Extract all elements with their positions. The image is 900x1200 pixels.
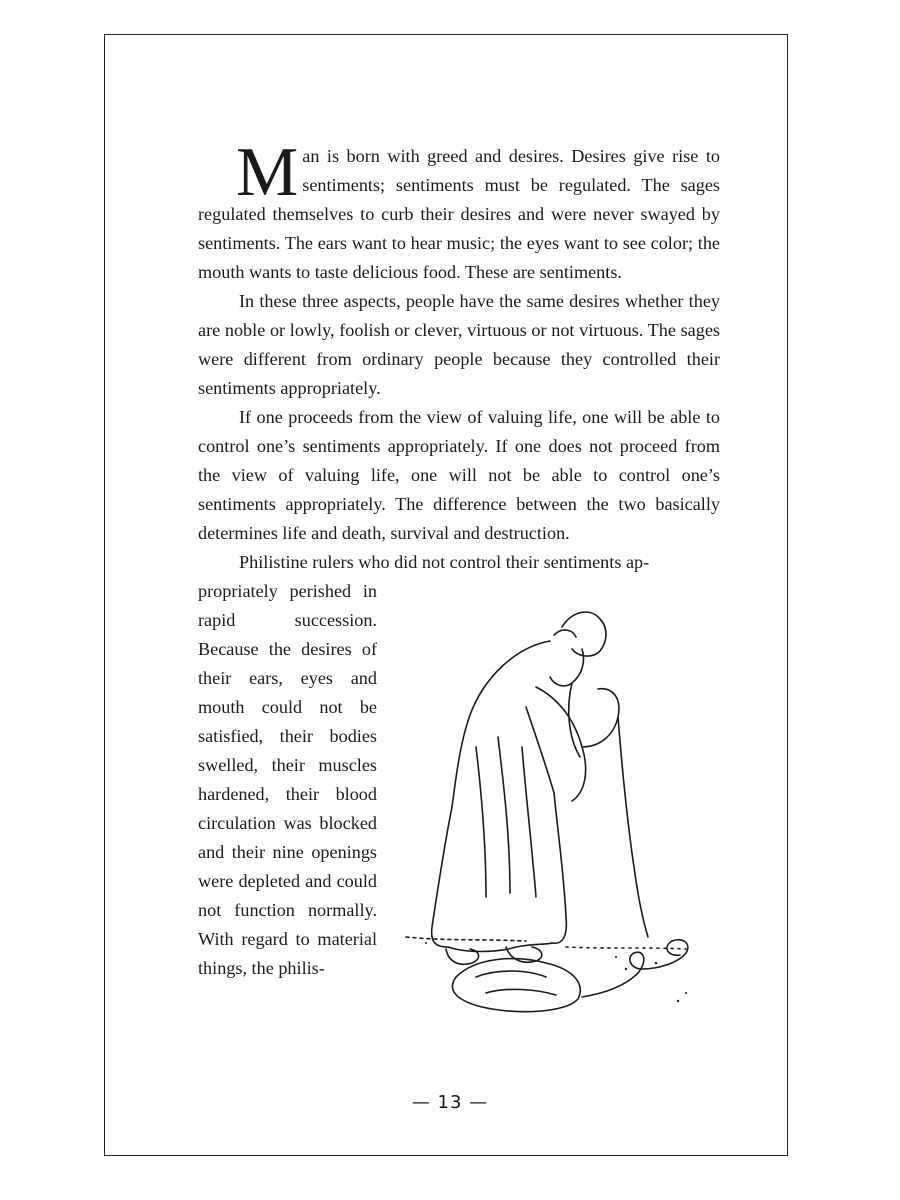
narrow-text-column	[198, 577, 377, 983]
page-number: — 13 —	[411, 1092, 489, 1113]
paragraph-4-continued: propriately perished in rapid succession. Because the desires of their ears, eyes and mouth could not be satisfied, their bodies swelled, their muscles hardened, their blood circulation was blocked and their nine openings were depleted and could not function normally. With regard to material things, the philis-	[198, 581, 377, 978]
paragraph-4-first-line: Philistine rulers who did not control their sentiments ap-	[239, 552, 650, 572]
paragraph-1-text: an is born with greed and desires. Desires give rise to sentiments; sentiments must be regulated. The sages regulated themselves to curb their desires and were never swayed by sentiments. The ears want to hear music; the eyes want to see color; the mouth wants to taste delicious food. These are sentiments.	[198, 146, 720, 282]
text-and-illustration	[198, 577, 720, 1017]
paragraph-2: In these three aspects, people have the same desires whether they are noble or lowly, foolish or clever, virtuous or not virtuous. The sages were different from ordinary people because they controlled their sentiments appropriately.	[198, 291, 720, 398]
main-text	[198, 134, 720, 1017]
illustration-old-man-with-snake	[386, 597, 716, 1027]
paragraph-3: If one proceeds from the view of valuing life, one will be able to control one’s sentiments appropriately. If one does not proceed from the view of valuing life, one will not be able to control one’s sentiments appropriately. The difference between the two basically determines life and death, survival and destruction.	[198, 407, 720, 543]
paragraph-1	[198, 134, 720, 287]
drop-cap: M	[236, 134, 299, 211]
